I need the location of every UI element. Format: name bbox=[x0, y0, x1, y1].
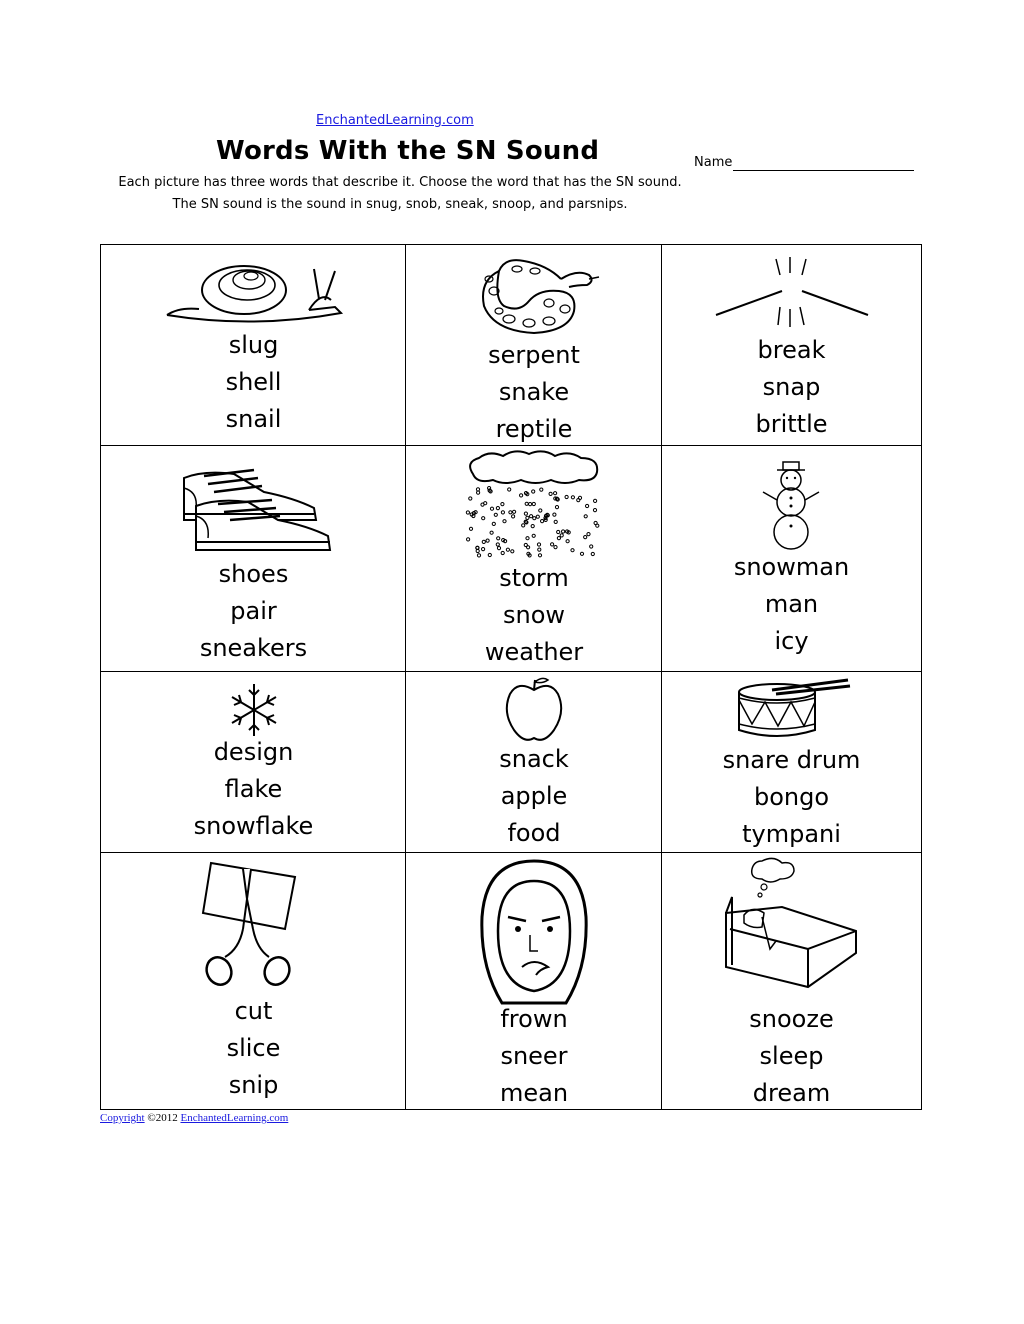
snow-dot bbox=[527, 546, 530, 549]
snow-dot bbox=[476, 546, 479, 549]
snow-dot bbox=[508, 488, 511, 491]
snow-dot bbox=[591, 552, 594, 555]
word-option: snake bbox=[498, 378, 570, 406]
snow-dot bbox=[586, 504, 589, 507]
snow-dot bbox=[470, 513, 473, 516]
snow-dot bbox=[554, 520, 557, 523]
snap-break-icon bbox=[662, 255, 921, 331]
word-option: reptile bbox=[495, 415, 573, 443]
snow-dot bbox=[525, 502, 528, 505]
snow-dot bbox=[490, 507, 493, 510]
snow-dot bbox=[594, 499, 597, 502]
word-option: break bbox=[757, 336, 826, 364]
cell-snow bbox=[406, 446, 662, 672]
word-option: slice bbox=[226, 1034, 281, 1062]
snow-dot bbox=[533, 517, 536, 520]
snow-dot bbox=[565, 495, 568, 498]
snow-dot bbox=[557, 537, 560, 540]
snow-dot bbox=[555, 506, 558, 509]
snow-dot bbox=[482, 548, 485, 551]
cell-apple bbox=[406, 672, 662, 853]
snake-icon bbox=[406, 251, 662, 337]
snow-dot bbox=[541, 520, 544, 523]
snow-dot bbox=[539, 509, 542, 512]
snow-dot bbox=[532, 534, 535, 537]
word-option: weather bbox=[484, 638, 584, 666]
snow-dot bbox=[512, 515, 515, 518]
word-option: flake bbox=[224, 775, 283, 803]
word-option: snowman bbox=[733, 553, 850, 581]
snow-dot bbox=[594, 521, 597, 524]
snow-dot bbox=[496, 507, 499, 510]
snow-dot bbox=[587, 533, 590, 536]
snow-dot bbox=[536, 515, 539, 518]
word-option: frown bbox=[500, 1005, 568, 1033]
snow-dot bbox=[553, 513, 556, 516]
snow-dot bbox=[497, 537, 500, 540]
cell-sneakers bbox=[101, 446, 406, 672]
snare-drum-icon bbox=[662, 678, 921, 742]
worksheet-grid bbox=[100, 244, 922, 1110]
word-option: pair bbox=[230, 597, 277, 625]
snow-dot bbox=[509, 511, 512, 514]
word-option: food bbox=[507, 819, 561, 847]
sleeping-in-bed-icon bbox=[662, 857, 921, 989]
name-line bbox=[733, 170, 914, 171]
snow-dot bbox=[467, 538, 470, 541]
word-option: bongo bbox=[753, 783, 830, 811]
snow-dot bbox=[488, 487, 491, 490]
word-option: sneer bbox=[500, 1042, 568, 1070]
snow-dot bbox=[526, 516, 529, 519]
word-option: tympani bbox=[742, 820, 841, 848]
cell-snare-drum bbox=[662, 672, 921, 853]
cell-snake bbox=[406, 245, 662, 445]
snow-dot bbox=[524, 512, 527, 515]
snow-dot bbox=[482, 517, 485, 520]
snow-cloud-icon bbox=[406, 450, 662, 560]
word-option: apple bbox=[500, 782, 568, 810]
snow-dot bbox=[584, 515, 587, 518]
snow-dot bbox=[562, 530, 565, 533]
snow-dot bbox=[497, 547, 500, 550]
snow-dot bbox=[520, 494, 523, 497]
footer-site-link[interactable]: EnchantedLearning.com bbox=[180, 1112, 289, 1124]
site-link[interactable]: EnchantedLearning.com bbox=[316, 113, 474, 128]
snow-dot bbox=[506, 548, 509, 551]
snow-dot bbox=[538, 548, 541, 551]
snow-dot bbox=[577, 499, 580, 502]
word-option: snack bbox=[499, 745, 569, 773]
snow-dot bbox=[490, 531, 493, 534]
sneakers-icon bbox=[101, 458, 406, 554]
copyright-year: ©2012 bbox=[144, 1112, 181, 1124]
word-option: mean bbox=[499, 1079, 569, 1107]
apple-icon bbox=[406, 676, 662, 744]
scissors-icon bbox=[101, 859, 406, 989]
word-option: brittle bbox=[755, 410, 828, 438]
cell-snooze bbox=[662, 853, 921, 1111]
snow-dot bbox=[538, 554, 541, 557]
snow-dot bbox=[496, 543, 499, 546]
snow-dot bbox=[488, 553, 491, 556]
snow-dot bbox=[571, 496, 574, 499]
page-title: Words With the SN Sound bbox=[216, 136, 600, 166]
word-option: snap bbox=[762, 373, 821, 401]
cell-snap bbox=[662, 245, 921, 445]
word-option: dream bbox=[752, 1079, 831, 1107]
snow-dot bbox=[529, 503, 532, 506]
snow-dot bbox=[524, 520, 527, 523]
word-option: snow bbox=[502, 601, 566, 629]
snow-dot bbox=[531, 525, 534, 528]
snow-dot bbox=[571, 549, 574, 552]
cell-sneer bbox=[406, 853, 662, 1111]
snow-dot bbox=[532, 490, 535, 493]
cell-snowflake bbox=[101, 672, 406, 853]
snow-dot bbox=[486, 539, 489, 542]
sneering-face-icon bbox=[406, 857, 662, 1003]
snow-dot bbox=[532, 502, 535, 505]
snow-dot bbox=[501, 511, 504, 514]
snow-dot bbox=[477, 491, 480, 494]
snow-dot bbox=[549, 492, 552, 495]
snow-dot bbox=[477, 554, 480, 557]
word-option: slug bbox=[228, 331, 279, 359]
snow-dot bbox=[511, 550, 514, 553]
snowflake-icon bbox=[101, 680, 406, 740]
snow-dot bbox=[501, 551, 504, 554]
word-option: snip bbox=[228, 1071, 279, 1099]
snow-dot bbox=[503, 520, 506, 523]
snow-dot bbox=[469, 527, 472, 530]
snow-dot bbox=[557, 530, 560, 533]
snow-dot bbox=[590, 545, 593, 548]
snow-dot bbox=[554, 492, 557, 495]
snow-dot bbox=[502, 539, 505, 542]
cell-snowman bbox=[662, 446, 921, 672]
word-option: snare drum bbox=[722, 746, 861, 774]
word-option: serpent bbox=[488, 341, 580, 369]
snow-dot bbox=[492, 522, 495, 525]
word-option: man bbox=[764, 590, 819, 618]
word-option: cut bbox=[234, 997, 273, 1025]
snow-dot bbox=[554, 546, 557, 549]
word-option: snail bbox=[225, 405, 282, 433]
snow-dot bbox=[501, 503, 504, 506]
word-option: icy bbox=[774, 627, 809, 655]
snow-dot bbox=[593, 509, 596, 512]
word-option: snooze bbox=[749, 1005, 834, 1033]
word-option: shell bbox=[225, 368, 282, 396]
word-option: sleep bbox=[759, 1042, 824, 1070]
snow-dot bbox=[551, 543, 554, 546]
snow-dot bbox=[494, 513, 497, 516]
word-option: design bbox=[213, 738, 294, 766]
instructions: Each picture has three words that describe it. Choose the word that has the SN sound. The SN sound is the sound in snug, snob, sneak, snoop, and parsnips. bbox=[118, 175, 682, 212]
snow-dot bbox=[484, 502, 487, 505]
snow-dot bbox=[540, 488, 543, 491]
snow-dot bbox=[556, 498, 559, 501]
word-option: snowflake bbox=[193, 812, 314, 840]
snow-dot bbox=[584, 536, 587, 539]
snow-dot bbox=[482, 540, 485, 543]
snowman-icon bbox=[662, 460, 921, 550]
copyright-link[interactable]: Copyright bbox=[100, 1112, 145, 1124]
footer bbox=[100, 1112, 288, 1124]
snow-dot bbox=[526, 537, 529, 540]
snow-dot bbox=[580, 552, 583, 555]
snow-dot bbox=[466, 511, 469, 514]
snow-dot bbox=[522, 524, 525, 527]
word-option: storm bbox=[499, 564, 569, 592]
snow-dot bbox=[560, 534, 563, 537]
word-option: shoes bbox=[218, 560, 289, 588]
cell-snail bbox=[101, 245, 406, 445]
cell-scissors bbox=[101, 853, 406, 1111]
snow-dot bbox=[469, 497, 472, 500]
snail-icon bbox=[101, 255, 406, 325]
snow-dot bbox=[513, 510, 516, 513]
snow-dot bbox=[537, 543, 540, 546]
snow-dot bbox=[566, 540, 569, 543]
word-option: sneakers bbox=[199, 634, 308, 662]
snow-dot bbox=[530, 515, 533, 518]
name-label: Name bbox=[694, 155, 733, 170]
